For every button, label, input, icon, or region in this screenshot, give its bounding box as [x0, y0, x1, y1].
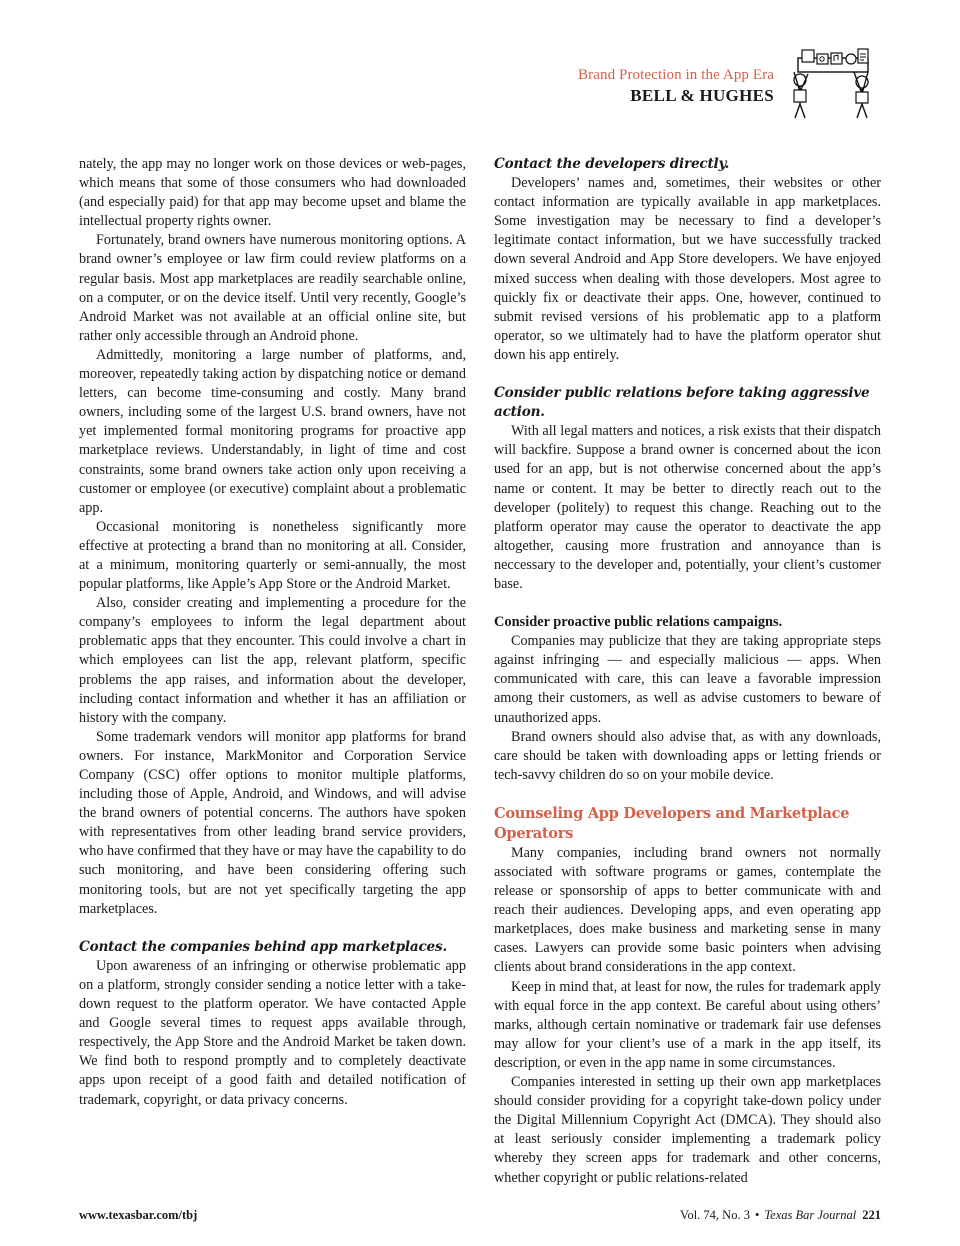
paragraph: Fortunately, brand owners have numerous monitoring options. A brand owner’s employee or law firm could review platforms on a regular basis. Most app marketplaces are readily searchable online, on a computer, or on the device itself. Until very recently, Google’s Android Market was not available at an official online site, but rather only accessible through an Android phone. — [79, 232, 466, 344]
volume-issue: Vol. 74, No. 3 — [680, 1208, 750, 1222]
journal-name: Texas Bar Journal — [764, 1208, 857, 1222]
app-icons-illustration-logo — [786, 46, 878, 124]
section-gap — [494, 785, 881, 804]
paragraph: Brand owners should also advise that, as with any downloads, care should be taken with downloading apps or letting friends or tech-savvy children do so on your mobile device. — [494, 728, 881, 783]
section-gap — [494, 365, 881, 384]
footer-citation — [680, 1208, 881, 1223]
section-gap — [79, 919, 466, 938]
paragraph: Occasional monitoring is nonetheless significantly more effective at protecting a brand than no monitoring at all. Consider, at a minimum, monitoring quarterly or semi-annually, the most popular platforms, like Apple’s App Store or the Android Market. — [79, 518, 466, 593]
paragraph: nately, the app may no longer work on those devices or web-pages, which means that some of those consumers who had downloaded (and especially paid) for that app may become upset and blame the intellectual property rights owner. — [79, 156, 466, 230]
running-header — [578, 66, 774, 106]
right-column — [494, 155, 881, 1188]
subheading-developers: Contact the developers directly. — [494, 156, 730, 172]
subheading-public-relations: Consider public relations before taking aggressive action. — [494, 385, 870, 421]
paragraph: Companies may publicize that they are taking appropriate steps against infringing — and especially malicious — apps. When communicated with care, this can leave a favorable impression among their customers, as well as advise customers to beware of unauthorized apps. — [494, 633, 881, 726]
subheading-marketplaces: Contact the companies behind app marketplaces. — [79, 938, 447, 955]
footer-url: www.texasbar.com/tbj — [79, 1208, 198, 1222]
section-gap — [494, 594, 881, 613]
paragraph: Upon awareness of an infringing or otherwise problematic app on a platform, strongly consider sending a notice letter with a take-down request to the platform operator. We have contacted Apple and Google several times to request apps available through, respectively, the App Store and the Android Market be taken down. We find both to respond promptly and to completely deactivate apps upon receipt of a good faith and detailed notification of trademark, copyright, or data privacy concerns. — [79, 957, 466, 1108]
author-names: BELL & HUGHES — [630, 86, 774, 105]
paragraph: Many companies, including brand owners not normally associated with software programs or games, contemplate the release or sponsorship of apps to better communicate with and reach their audiences. Developing apps, and even operating app marketplaces, does make business and marketing sense in many cases. Lawyers can provide some basic pointers when advising clients about brand considerations in the app context. — [494, 844, 881, 976]
page-number: 221 — [862, 1208, 881, 1222]
paragraph: Keep in mind that, at least for now, the rules for trademark apply with equal force in the app context. Be careful about using others’ marks, although certain nominative or trademark fair use defenses may allow for your client’s use of a mark in the app itself, its description, or even in the app name in some circumstances. — [494, 978, 881, 1071]
footer-bullet: • — [754, 1208, 760, 1222]
paragraph: With all legal matters and notices, a risk exists that their dispatch will backfire. Suppose a brand owner is concerned about the icon used for an app, but is not otherwise concerned about the app’s name or content. It may be better to directly reach out to the developer (politely) to request this change. Reaching out to the platform operator may cause the operator to deactivate the app altogether, causing more frustration and annoyance than is neccessary to the developer and, potentially, your client’s customer base. — [494, 423, 881, 592]
paragraph: Admittedly, monitoring a large number of platforms, and, moreover, repeatedly taking action by dispatching notice or demand letters, can become time-consuming and costly. Many brand owners, including some of the largest U.S. brand owners, have not yet implemented formal monitoring programs for proactive app marketplace reviews. Understandably, in light of time and cost constraints, some brand owners take action only upon receiving a customer or employee (or executive) complaint about a problematic app. — [79, 346, 466, 516]
paragraph: Some trademark vendors will monitor app platforms for brand owners. For instance, MarkMonitor and Corporation Service Company (CSC) offer options to monitor multiple platforms, including those of Apple, Android, and Windows, and will advise the brand owners of potential concerns. The authors have spoken with representatives from other leading brand service providers, who have confirmed that they have or may have the capability to do such monitoring, and have been considering offering such monitoring tools, but are not yet specifically targeting the app marketplaces. — [79, 728, 466, 917]
paragraph: Developers’ names and, sometimes, their websites or other contact information are typically available in app marketplaces. Some investigation may be necessary to find a developer’s legitimate contact information, but we have successfully tracked down several Android and App Store developers. We have enjoyed mixed success when dealing with those developers. Most agree to quickly fix or deactivate their apps. One, however, continued to submit revised versions of his problematic app to a platform operator, so we ultimately had to have the platform operator shut down his app entirely. — [494, 175, 881, 363]
paragraph: Also, consider creating and implementing a procedure for the company’s employees to inform the legal department about problematic apps that they encounter. This could involve a chart in which employees can list the app, relevant platform, specific problems the app raises, and information about the developer, including contact information and whether it has an affiliation or history with the company. — [79, 595, 466, 726]
paragraph: Companies interested in setting up their own app marketplaces should consider providing for a copyright take-down policy under the Digital Millennium Copyright Act (DMCA). They should also at least seriously consider implementing a trademark policy whereby they screen apps for trademark and other concerns, whether copyright or public relations-related — [494, 1074, 881, 1186]
section-title: Counseling App Developers and Marketplace Operators — [494, 804, 850, 842]
running-title: Brand Protection in the App Era — [578, 67, 774, 83]
left-column — [79, 155, 466, 1110]
subheading-proactive: Consider proactive public relations campaigns. — [494, 614, 783, 631]
